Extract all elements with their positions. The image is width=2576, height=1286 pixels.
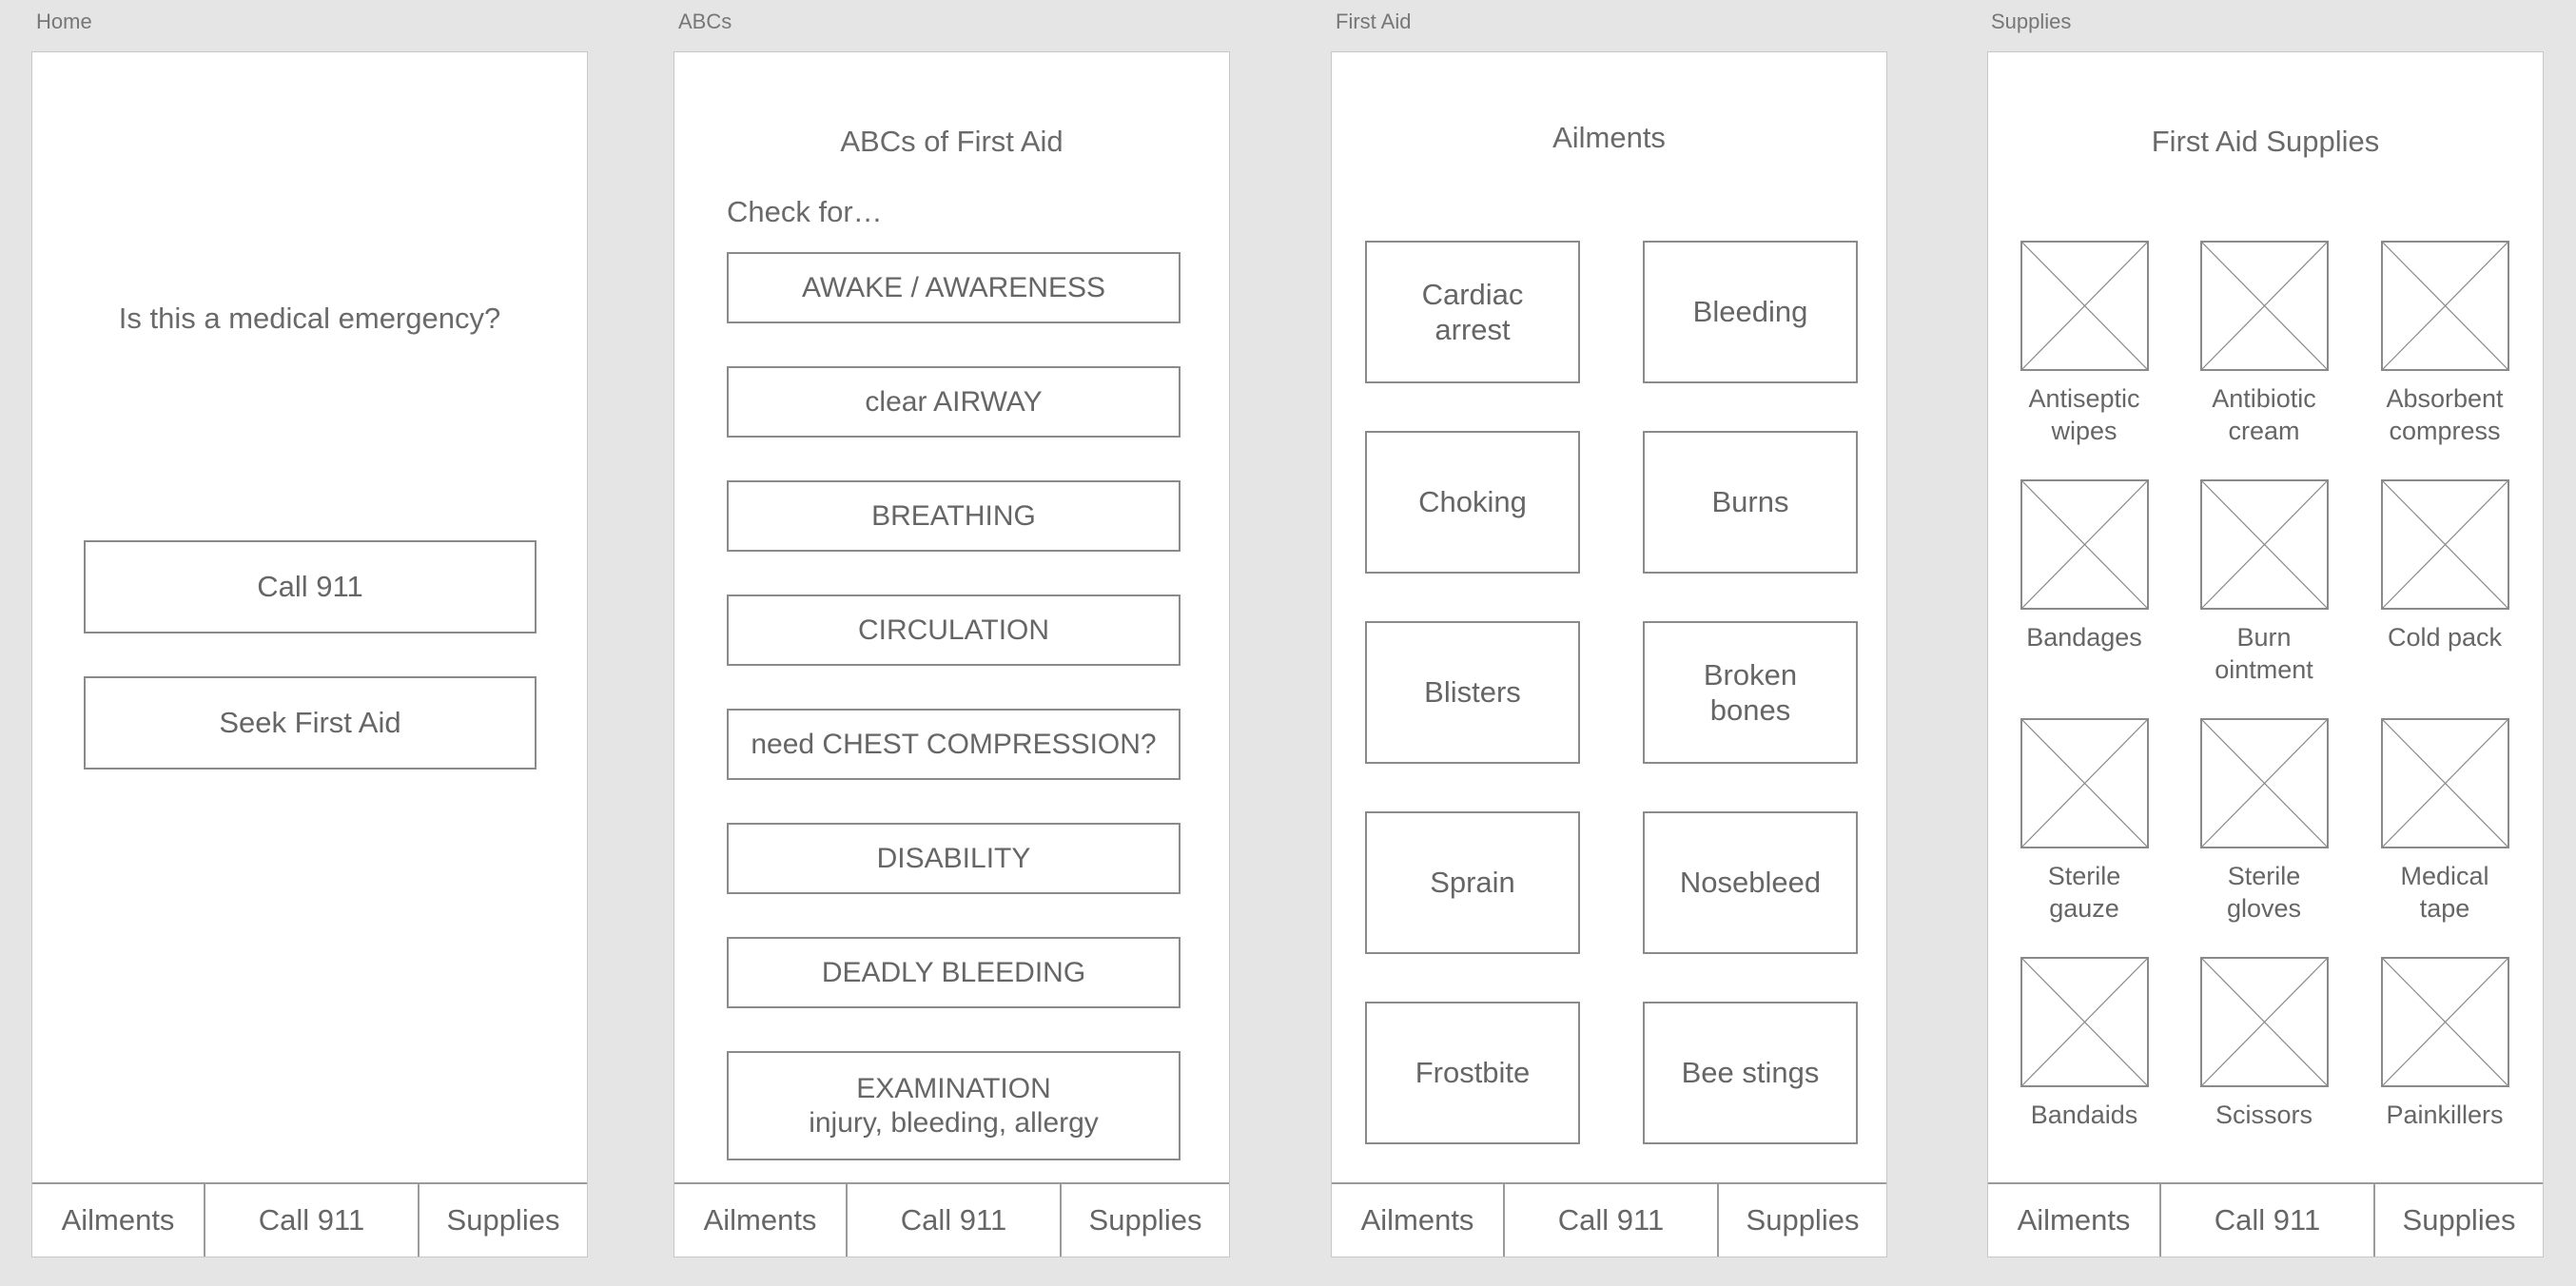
abc-item-label: DISABILITY [876, 842, 1031, 874]
tab-supplies[interactable]: Supplies [1717, 1184, 1886, 1257]
tab-ailments[interactable]: Ailments [1360, 1203, 1474, 1237]
ailment-choking[interactable] [1365, 431, 1580, 574]
tab-ailments[interactable]: Ailments [703, 1203, 817, 1237]
seek-first-aid-button[interactable] [84, 676, 537, 770]
seek-first-aid-label: Seek First Aid [219, 706, 401, 739]
supply-label [1994, 622, 2175, 654]
abc-item-disability[interactable] [727, 823, 1181, 894]
supply-label-line2: gloves [2226, 893, 2302, 923]
supply-label [1994, 861, 2175, 926]
supply-label-line1: Sterile [2047, 862, 2121, 890]
image-placeholder-icon [2200, 718, 2329, 848]
artboard-label-abcs: ABCs [678, 10, 732, 33]
supply-label-line1: Bandaids [2030, 1101, 2138, 1129]
ailment-label: Sprain [1430, 866, 1515, 900]
supply-label [1994, 1100, 2175, 1132]
supply-label-line2: wipes [2051, 416, 2117, 445]
tab-bar [1988, 1182, 2543, 1257]
tab-bar [674, 1182, 1229, 1257]
supply-label-line1: Medical [2400, 862, 2489, 890]
supplies-screen [1987, 51, 2544, 1257]
supply-label-line1: Cold pack [2387, 623, 2503, 652]
page-title: Ailments [1552, 121, 1666, 154]
tab-supplies[interactable]: Supplies [418, 1184, 587, 1257]
supply-label-line1: Absorbent [2386, 384, 2504, 413]
ailments-screen [1331, 51, 1887, 1257]
abc-item-label: BREATHING [871, 499, 1036, 532]
supply-label [2354, 622, 2535, 654]
ailment-label: Burns [1711, 485, 1789, 519]
abc-item-examination[interactable] [727, 1051, 1181, 1160]
tab-call-911[interactable]: Call 911 [1503, 1184, 1717, 1257]
tab-ailments[interactable]: Ailments [2017, 1203, 2131, 1237]
ailment-label: Nosebleed [1679, 866, 1822, 900]
examination-label: EXAMINATION [856, 1072, 1051, 1104]
abc-item-awake[interactable] [727, 252, 1181, 323]
image-placeholder-icon [2381, 957, 2509, 1087]
check-for-label: Check for… [727, 195, 883, 228]
image-placeholder-icon [2381, 479, 2509, 610]
tab-call-911[interactable]: Call 911 [204, 1184, 418, 1257]
ailment-sprain[interactable] [1365, 811, 1580, 954]
supply-label-line2: ointment [2215, 654, 2313, 684]
ailment-cardiac-arrest[interactable] [1365, 241, 1580, 383]
image-placeholder-icon [2020, 241, 2149, 371]
artboard-label-supplies: Supplies [1991, 10, 2072, 33]
supply-label [2174, 622, 2354, 687]
page-title: ABCs of First Aid [840, 125, 1064, 158]
tab-call-911[interactable]: Call 911 [846, 1184, 1060, 1257]
call-911-label: Call 911 [257, 570, 363, 603]
supply-label-line1: Burn [2236, 623, 2292, 652]
ailment-label: Blisters [1424, 675, 1521, 710]
abc-item-label: AWAKE / AWARENESS [802, 271, 1105, 303]
tab-supplies[interactable]: Supplies [2373, 1184, 2543, 1257]
abcs-screen [673, 51, 1230, 1257]
ailment-label: Broken [1703, 657, 1798, 692]
call-911-button[interactable] [84, 540, 537, 633]
ailment-label: Bee stings [1681, 1056, 1820, 1090]
home-screen [31, 51, 588, 1257]
abc-item-label: DEADLY BLEEDING [821, 956, 1086, 988]
supply-label-line1: Antiseptic [2028, 384, 2140, 413]
image-placeholder-icon [2200, 957, 2329, 1087]
ailment-frostbite[interactable] [1365, 1002, 1580, 1144]
ailment-label: Choking [1418, 485, 1527, 519]
image-placeholder-icon [2200, 241, 2329, 371]
tab-bar [1332, 1182, 1886, 1257]
ailment-nosebleed[interactable] [1643, 811, 1858, 954]
ailment-label: bones [1709, 693, 1791, 727]
abc-item-circulation[interactable] [727, 594, 1181, 666]
supply-label-line1: Sterile [2227, 862, 2301, 890]
ailment-label: Bleeding [1692, 295, 1808, 329]
supply-label [2174, 861, 2354, 926]
abc-item-deadly-bleeding[interactable] [727, 937, 1181, 1008]
ailment-label: Cardiac [1421, 277, 1524, 311]
ailment-burns[interactable] [1643, 431, 1858, 574]
abc-item-chest-compression[interactable] [727, 709, 1181, 780]
artboard-label-home: Home [36, 10, 92, 33]
supply-label [2354, 861, 2535, 926]
supply-label [2174, 1100, 2354, 1132]
image-placeholder-icon [2020, 718, 2149, 848]
abc-item-label: CIRCULATION [857, 614, 1050, 646]
image-placeholder-icon [2381, 241, 2509, 371]
tab-call-911[interactable]: Call 911 [2159, 1184, 2373, 1257]
supply-label-line1: Scissors [2215, 1101, 2313, 1129]
supply-label-line2: tape [2419, 893, 2470, 923]
supply-label [2354, 1100, 2535, 1132]
ailment-broken-bones[interactable] [1643, 621, 1858, 764]
ailment-bleeding[interactable] [1643, 241, 1858, 383]
abc-item-label: need CHEST COMPRESSION? [751, 728, 1157, 760]
ailment-bee-stings[interactable] [1643, 1002, 1858, 1144]
ailment-label: arrest [1434, 313, 1511, 346]
emergency-question: Is this a medical emergency? [118, 302, 501, 335]
supply-label-line1: Painkillers [2386, 1101, 2504, 1129]
examination-detail: injury, bleeding, allergy [809, 1106, 1099, 1139]
tab-bar [32, 1182, 587, 1257]
supply-label [1994, 383, 2175, 448]
image-placeholder-icon [2020, 479, 2149, 610]
image-placeholder-icon [2020, 957, 2149, 1087]
tab-ailments[interactable]: Ailments [61, 1203, 175, 1237]
ailment-label: Frostbite [1415, 1056, 1531, 1090]
supply-label-line2: gauze [2049, 893, 2119, 923]
supply-label-line1: Antibiotic [2212, 384, 2316, 413]
ailment-blisters[interactable] [1365, 621, 1580, 764]
abc-item-breathing[interactable] [727, 480, 1181, 552]
supply-label [2354, 383, 2535, 448]
image-placeholder-icon [2200, 479, 2329, 610]
supply-label [2174, 383, 2354, 448]
page-title: First Aid Supplies [2151, 125, 2380, 158]
abc-item-airway[interactable] [727, 366, 1181, 438]
supply-label-line1: Bandages [2026, 623, 2142, 652]
supply-label-line2: compress [2389, 416, 2501, 445]
tab-supplies[interactable]: Supplies [1060, 1184, 1229, 1257]
abc-item-label: clear AIRWAY [865, 385, 1043, 418]
supply-label-line2: cream [2228, 416, 2300, 445]
artboard-label-first-aid: First Aid [1336, 10, 1412, 33]
image-placeholder-icon [2381, 718, 2509, 848]
